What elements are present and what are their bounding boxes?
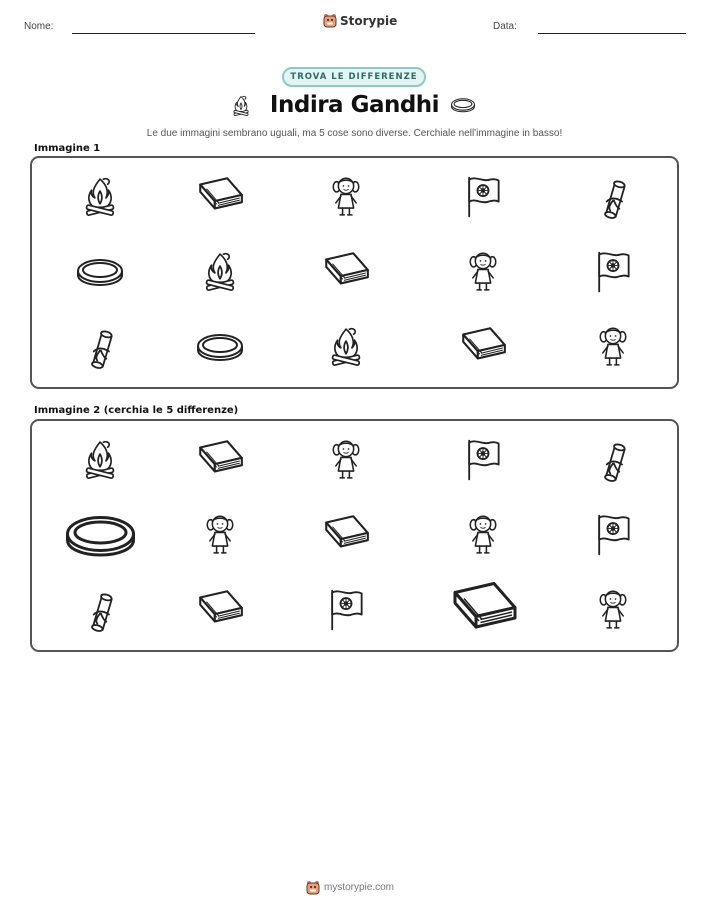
doll-icon [329, 172, 363, 222]
image1-label: Immagine 1 [34, 143, 101, 154]
image2-label: Immagine 2 (cerchia le 5 differenze) [34, 405, 239, 416]
scroll-icon[interactable] [82, 586, 118, 634]
flag-icon [463, 174, 503, 220]
image2-panel[interactable] [30, 419, 679, 652]
fire-icon [329, 324, 363, 370]
book-icon[interactable] [446, 580, 521, 641]
book-icon [194, 176, 246, 218]
storypie-mascot-icon [306, 880, 320, 895]
scroll-icon[interactable] [595, 436, 631, 484]
fire-icon [83, 174, 117, 220]
brand-name: Storypie [340, 13, 398, 28]
storypie-mascot-icon [323, 13, 337, 28]
book-icon[interactable] [194, 439, 246, 481]
instructions: Le due immagini sembrano uguali, ma 5 cose sono diverse. Cerchiale nell'immagine in basso! [146, 128, 563, 139]
footer [306, 880, 394, 895]
doll-icon[interactable] [466, 510, 500, 560]
brand-logo [323, 13, 397, 28]
fire-icon [203, 249, 237, 295]
doll-icon [466, 247, 500, 297]
date-field[interactable] [538, 33, 686, 34]
scroll-icon [595, 173, 631, 221]
ring-icon [75, 257, 125, 287]
ring-icon [195, 332, 245, 362]
doll-icon [596, 322, 630, 372]
activity-badge: TROVA LE DIFFERENZE [282, 67, 426, 87]
book-icon [320, 251, 372, 293]
flag-icon[interactable] [593, 512, 633, 558]
flag-icon[interactable] [463, 437, 503, 483]
doll-icon[interactable] [329, 435, 363, 485]
flag-icon [593, 249, 633, 295]
book-icon[interactable] [320, 514, 372, 556]
fire-icon[interactable] [83, 437, 117, 483]
scroll-icon [82, 323, 118, 371]
footer-url: mystorypie.com [324, 882, 395, 893]
flag-icon[interactable] [326, 587, 366, 633]
book-icon [457, 326, 509, 368]
image1-panel [30, 156, 679, 389]
doll-icon[interactable] [596, 585, 630, 635]
page-title: Indira Gandhi [269, 92, 440, 118]
book-icon[interactable] [194, 589, 246, 631]
name-field[interactable] [72, 33, 255, 34]
ring-icon [450, 96, 476, 119]
doll-icon[interactable] [203, 510, 237, 560]
ring-icon[interactable] [63, 513, 138, 558]
name-label: Nome: [24, 21, 54, 32]
date-label: Data: [493, 21, 517, 32]
